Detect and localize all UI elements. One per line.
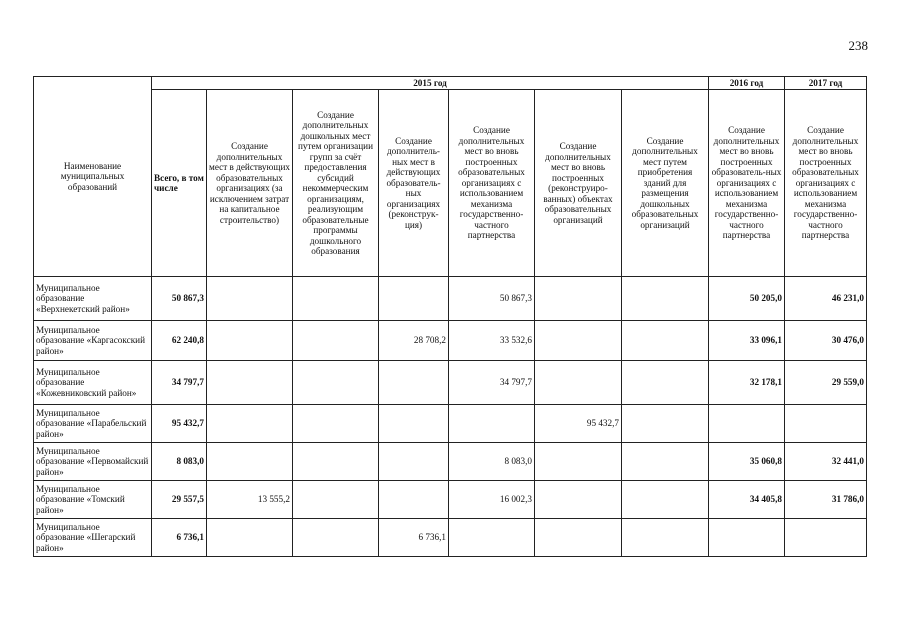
- value-cell: [622, 481, 709, 519]
- year-2015-header: 2015 год: [152, 77, 709, 90]
- col-header-2015-new-objects: Создание дополнительных мест во вновь построенных (реконструиро-ванных) объектах образовательных организаций: [535, 90, 622, 277]
- value-cell: [449, 519, 535, 557]
- value-cell: 16 002,3: [449, 481, 535, 519]
- value-cell: [293, 361, 379, 405]
- value-cell: [622, 405, 709, 443]
- value-cell: 95 432,7: [152, 405, 207, 443]
- value-cell: 6 736,1: [152, 519, 207, 557]
- value-cell: [622, 321, 709, 361]
- value-cell: 35 060,8: [709, 443, 785, 481]
- value-cell: [379, 443, 449, 481]
- year-2017-header: 2017 год: [785, 77, 867, 90]
- value-cell: [622, 443, 709, 481]
- municipality-name: Муниципальное образование «Каргасокский район»: [34, 321, 152, 361]
- municipality-name: Муниципальное образование «Парабельский район»: [34, 405, 152, 443]
- value-cell: [535, 443, 622, 481]
- value-cell: [207, 321, 293, 361]
- table-row: [34, 361, 867, 405]
- value-cell: [207, 519, 293, 557]
- col-header-2015-reconstruction: Создание дополнитель-ных мест в действующих образователь-ных организациях (реконструк-ция): [379, 90, 449, 277]
- value-cell: 50 205,0: [709, 277, 785, 321]
- value-cell: 33 096,1: [709, 321, 785, 361]
- value-cell: 29 559,0: [785, 361, 867, 405]
- value-cell: [293, 277, 379, 321]
- value-cell: 62 240,8: [152, 321, 207, 361]
- value-cell: [207, 443, 293, 481]
- value-cell: 32 441,0: [785, 443, 867, 481]
- municipality-name: Муниципальное образование «Первомайский район»: [34, 443, 152, 481]
- table-row: [34, 277, 867, 321]
- page-number: 238: [848, 38, 868, 53]
- value-cell: [293, 443, 379, 481]
- value-cell: 30 476,0: [785, 321, 867, 361]
- value-cell: [379, 405, 449, 443]
- col-header-2015-ppp: Создание дополнительных мест во вновь построенных образовательных организациях с использованием механизма государственно-частного партнерства: [449, 90, 535, 277]
- value-cell: [785, 405, 867, 443]
- value-cell: [379, 361, 449, 405]
- value-cell: 34 797,7: [152, 361, 207, 405]
- value-cell: [379, 277, 449, 321]
- value-cell: [535, 519, 622, 557]
- value-cell: [293, 481, 379, 519]
- value-cell: 95 432,7: [535, 405, 622, 443]
- value-cell: 29 557,5: [152, 481, 207, 519]
- value-cell: [293, 321, 379, 361]
- value-cell: 50 867,3: [152, 277, 207, 321]
- value-cell: 8 083,0: [152, 443, 207, 481]
- table-row: [34, 481, 867, 519]
- budget-table: [33, 76, 867, 557]
- value-cell: [379, 481, 449, 519]
- year-2016-header: 2016 год: [709, 77, 785, 90]
- table-row: [34, 519, 867, 557]
- value-cell: [293, 405, 379, 443]
- value-cell: 50 867,3: [449, 277, 535, 321]
- value-cell: [709, 405, 785, 443]
- value-cell: [535, 277, 622, 321]
- value-cell: [709, 519, 785, 557]
- value-cell: [785, 519, 867, 557]
- value-cell: [293, 519, 379, 557]
- col-header-2016-ppp: Создание дополнительных мест во вновь построенных образователь-ных организациях с использованием механизма государственно-частного партнерства: [709, 90, 785, 277]
- col-header-total: Всего, в том числе: [152, 90, 207, 277]
- table-row: [34, 405, 867, 443]
- value-cell: 8 083,0: [449, 443, 535, 481]
- municipality-name: Муниципальное образование «Верхнекетский район»: [34, 277, 152, 321]
- table-row: [34, 443, 867, 481]
- value-cell: 28 708,2: [379, 321, 449, 361]
- col-name-header: Наименование муниципальных образований: [34, 77, 152, 277]
- value-cell: [207, 361, 293, 405]
- value-cell: [449, 405, 535, 443]
- value-cell: [207, 405, 293, 443]
- value-cell: 13 555,2: [207, 481, 293, 519]
- value-cell: [535, 361, 622, 405]
- municipality-name: Муниципальное образование «Шегарский район»: [34, 519, 152, 557]
- value-cell: [535, 321, 622, 361]
- value-cell: 32 178,1: [709, 361, 785, 405]
- col-header-2015-subsidies: Создание дополнительных дошкольных мест путем организации групп за счёт предоставления субсидий некоммерческим организациям, реализующим образовательные программы дошкольного образования: [293, 90, 379, 277]
- value-cell: [622, 361, 709, 405]
- value-cell: 34 797,7: [449, 361, 535, 405]
- value-cell: 6 736,1: [379, 519, 449, 557]
- col-header-2015-purchase: Создание дополнительных мест путем приобретения зданий для размещения дошкольных образовательных организаций: [622, 90, 709, 277]
- value-cell: [207, 277, 293, 321]
- value-cell: 31 786,0: [785, 481, 867, 519]
- municipality-name: Муниципальное образование «Томский район»: [34, 481, 152, 519]
- value-cell: 33 532,6: [449, 321, 535, 361]
- col-header-2015-existing: Создание дополнительных мест в действующих образовательных организациях (за исключением затрат на капитальное строительство): [207, 90, 293, 277]
- municipality-name: Муниципальное образование «Кожевниковский район»: [34, 361, 152, 405]
- value-cell: [535, 481, 622, 519]
- value-cell: [622, 277, 709, 321]
- value-cell: [622, 519, 709, 557]
- value-cell: 34 405,8: [709, 481, 785, 519]
- table-row: [34, 321, 867, 361]
- col-header-2017-ppp: Создание дополнительных мест во вновь построенных образовательных организациях с использованием механизма государственно-частного партнерства: [785, 90, 867, 277]
- value-cell: 46 231,0: [785, 277, 867, 321]
